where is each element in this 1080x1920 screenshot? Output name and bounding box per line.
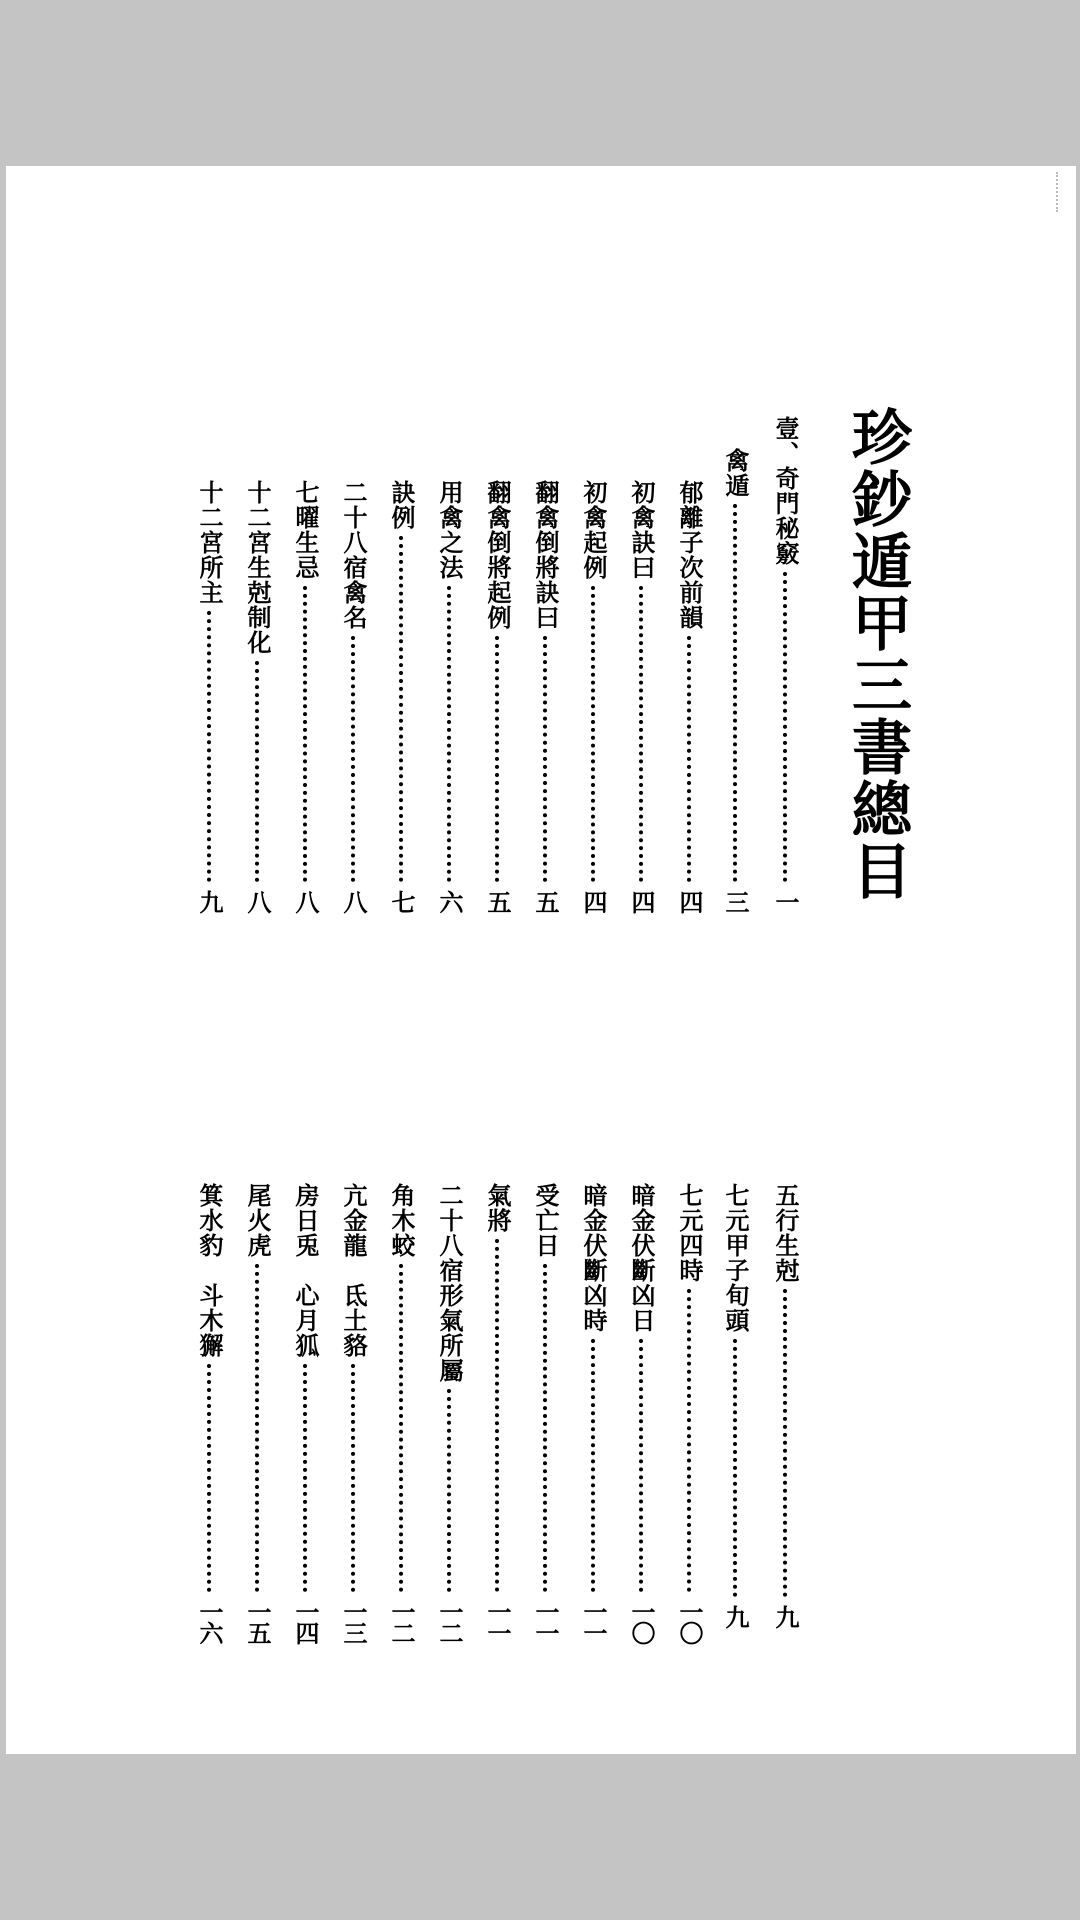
toc-entry-page: 一〇	[627, 1600, 656, 1642]
dot-leader	[639, 586, 643, 882]
toc-entry-label: 十二宮生尅制化	[243, 480, 272, 655]
toc-entry-page: 一〇	[675, 1600, 704, 1642]
dot-leader	[255, 661, 259, 882]
toc-entry	[335, 1183, 371, 1642]
dot-leader	[543, 636, 547, 882]
toc-entry	[717, 1183, 753, 1626]
toc-entry-label: 壹、奇門秘竅	[771, 416, 800, 566]
toc-entry-label: 十二宮所主	[195, 480, 224, 605]
toc-entry	[335, 480, 371, 911]
toc-entry-page: 一一	[531, 1600, 560, 1642]
toc-entry	[383, 1183, 419, 1642]
toc-entry	[717, 448, 753, 911]
toc-entry-page: 一	[771, 890, 800, 911]
toc-entry-page: 四	[579, 890, 608, 911]
toc-entry	[431, 480, 467, 911]
toc-entry-page: 七	[387, 890, 416, 911]
toc-entry	[383, 480, 419, 911]
toc-entry-page: 八	[291, 890, 320, 911]
toc-entry	[623, 1183, 659, 1642]
toc-entry-label: 亢金龍 氐土貉	[339, 1183, 368, 1358]
toc-entry-label: 箕水豹 斗木獬	[195, 1183, 224, 1358]
dot-leader	[303, 1364, 307, 1592]
dot-leader	[687, 1289, 691, 1592]
scanned-page	[6, 166, 1076, 1754]
toc-entry	[671, 1183, 707, 1642]
toc-entry-label: 初禽訣曰	[627, 480, 656, 580]
dot-leader	[591, 1339, 595, 1592]
toc-entry-label: 禽遁	[721, 448, 750, 498]
toc-entry	[575, 480, 611, 911]
toc-entry-label: 七元四時	[675, 1183, 704, 1283]
toc-entry-page: 一一	[579, 1600, 608, 1642]
dot-leader	[591, 586, 595, 882]
toc-entry-label: 二十八宿禽名	[339, 480, 368, 630]
dot-leader	[495, 1239, 499, 1592]
toc-entry	[191, 480, 227, 911]
toc-entry	[287, 480, 323, 911]
toc-entry-label: 初禽起例	[579, 480, 608, 580]
toc-entry-label: 氣將	[483, 1183, 512, 1233]
toc-entry-page: 八	[339, 890, 368, 911]
toc-entry-label: 二十八宿形氣所屬	[435, 1183, 464, 1383]
toc-entry-page: 一四	[291, 1600, 320, 1642]
toc-entry-label: 郁離子次前韻	[675, 480, 704, 630]
toc-entry-page: 一六	[195, 1600, 224, 1642]
toc-entry	[239, 480, 275, 911]
toc-entry-page: 一一	[483, 1600, 512, 1642]
dot-leader	[733, 504, 737, 882]
toc-entry-label: 尾火虎	[243, 1183, 272, 1258]
toc-entry-label: 訣例	[387, 480, 416, 530]
dot-leader	[255, 1264, 259, 1592]
toc-entry-page: 一二	[387, 1600, 416, 1642]
toc-entry	[767, 416, 803, 911]
dot-leader	[207, 611, 211, 882]
toc-entry-page: 三	[721, 890, 750, 911]
toc-entry-label: 暗金伏斷凶日	[627, 1183, 656, 1333]
toc-entry-page: 九	[721, 1605, 750, 1626]
toc-entry-page: 一五	[243, 1600, 272, 1642]
toc-entry-label: 房日兎 心月狐	[291, 1183, 320, 1358]
toc-entry-label: 五行生尅	[771, 1183, 800, 1283]
toc-entry-label: 角木蛟	[387, 1183, 416, 1258]
toc-entry-page: 一三	[339, 1600, 368, 1642]
toc-entry	[623, 480, 659, 911]
toc-entry-page: 九	[771, 1605, 800, 1626]
toc-entry	[527, 1183, 563, 1642]
dot-leader	[303, 586, 307, 882]
toc-entry-page: 五	[531, 890, 560, 911]
toc-entry	[575, 1183, 611, 1642]
toc-entry-page: 六	[435, 890, 464, 911]
toc-entry-label: 七元甲子旬頭	[721, 1183, 750, 1333]
dot-leader	[399, 536, 403, 882]
dot-leader	[687, 636, 691, 882]
toc-entry	[239, 1183, 275, 1642]
toc-entry	[431, 1183, 467, 1642]
toc-entry	[479, 480, 515, 911]
dot-leader	[351, 636, 355, 882]
toc-entry-page: 八	[243, 890, 272, 911]
dot-leader	[399, 1264, 403, 1592]
dot-leader	[639, 1339, 643, 1592]
toc-entry-page: 四	[675, 890, 704, 911]
toc-entry	[527, 480, 563, 911]
toc-entry	[671, 480, 707, 911]
dot-leader	[543, 1264, 547, 1592]
toc-entry	[767, 1183, 803, 1626]
page-title: 珍鈔遁甲三書總目	[842, 406, 912, 902]
toc-entry	[479, 1183, 515, 1642]
dot-leader	[495, 636, 499, 882]
dot-leader	[733, 1339, 737, 1597]
dot-leader	[783, 572, 787, 882]
toc-entry-label: 用禽之法	[435, 480, 464, 580]
dot-leader	[447, 586, 451, 882]
toc-entry	[191, 1183, 227, 1642]
toc-entry-page: 一二	[435, 1600, 464, 1642]
dot-leader	[351, 1364, 355, 1592]
toc-entry	[287, 1183, 323, 1642]
toc-entry-label: 翻禽倒將起例	[483, 480, 512, 630]
dot-leader	[783, 1289, 787, 1597]
toc-entry-page: 九	[195, 890, 224, 911]
toc-entry-label: 暗金伏斷凶時	[579, 1183, 608, 1333]
toc-entry-page: 四	[627, 890, 656, 911]
dot-leader	[447, 1389, 451, 1592]
page-edge-mark	[1056, 172, 1060, 212]
dot-leader	[207, 1364, 211, 1592]
toc-entry-label: 七曜生忌	[291, 480, 320, 580]
toc-entry-label: 翻禽倒將訣曰	[531, 480, 560, 630]
toc-entry-label: 受亡日	[531, 1183, 560, 1258]
toc-entry-page: 五	[483, 890, 512, 911]
